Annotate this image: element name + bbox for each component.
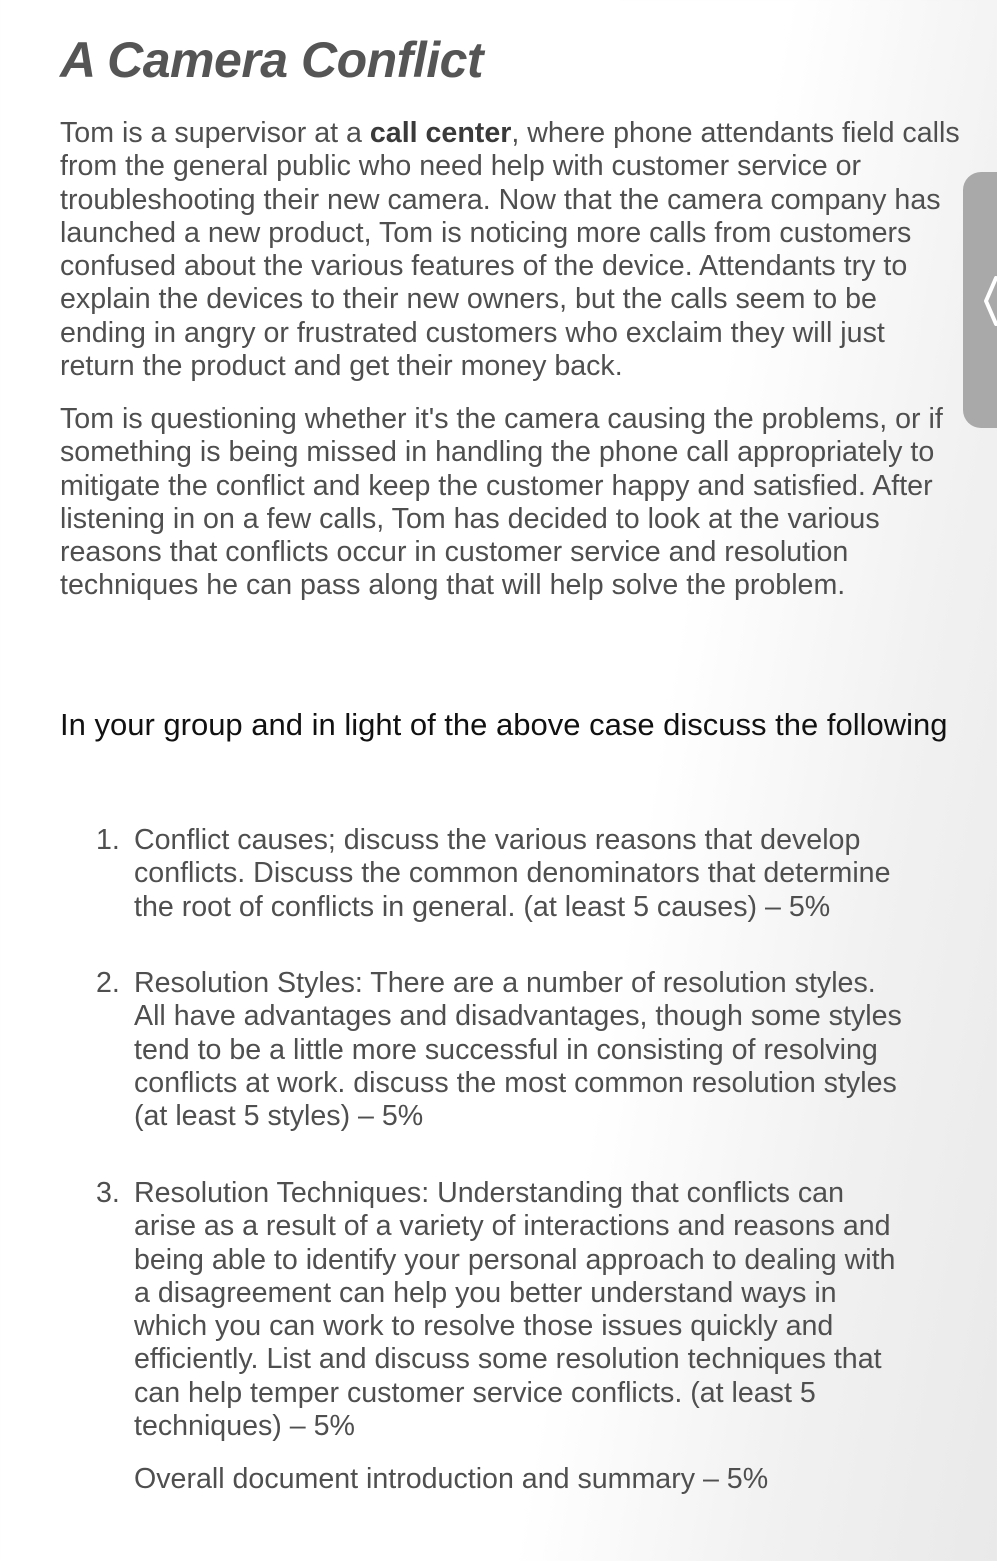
task-text: Resolution Techniques: Understanding that conflicts can arise as a result of a variety of interactions and reasons and being able to identify your personal approach to dealing with a disagreement can help you better understand ways in which you can work to resolve those issues quickly and efficiently. List and discuss some resolution techniques that can help temper customer service conflicts. (at least 5 techniques) – 5% <box>134 1177 896 1443</box>
task-number: 3. <box>96 1177 120 1209</box>
task-item <box>96 1177 966 1443</box>
intro-text-end: , where phone attendants field calls from the general public who need help with customer service or troubleshooting their new camera. Now that the camera company has launched a new product, Tom is noticing more calls from customers confused about the various features of the device. Attendants try to explain the devices to their new owners, but the calls seem to be ending in angry or frustrated customers who exclaim they will just return the product and get their money back. <box>60 117 960 383</box>
chevron-left-icon <box>984 276 997 326</box>
second-paragraph: Tom is questioning whether it's the camera causing the problems, or if something is being missed in handling the phone call appropriately to mitigate the conflict and keep the customer happy and satisfied. After listening in on a few calls, Tom has decided to look at the various reasons that conflicts occur in customer service and resolution techniques he can pass along that will help solve the problem. <box>60 403 943 602</box>
side-drawer-tab[interactable] <box>963 172 997 428</box>
document-title: A Camera Conflict <box>60 32 484 88</box>
task-number: 1. <box>96 824 120 856</box>
intro-bold-term: call center <box>369 117 512 149</box>
intro-text-start: Tom is a supervisor at a <box>60 117 370 149</box>
task-text: Resolution Styles: There are a number of resolution styles. All have advantages and disadvantages, though some styles tend to be a little more successful in consisting of resolving conflicts at work. discuss the most common resolution styles (at least 5 styles) – 5% <box>134 967 902 1133</box>
task-item <box>96 967 966 1133</box>
task-number: 2. <box>96 967 120 999</box>
task-text: Conflict causes; discuss the various reasons that develop conflicts. Discuss the common denominators that determine the root of conflicts in general. (at least 5 causes) – 5% <box>134 824 891 923</box>
discussion-prompt: In your group and in light of the above case discuss the following <box>60 707 948 742</box>
intro-paragraph <box>60 117 965 383</box>
overall-summary-line: Overall document introduction and summary – 5% <box>134 1463 769 1495</box>
task-item <box>96 824 966 924</box>
